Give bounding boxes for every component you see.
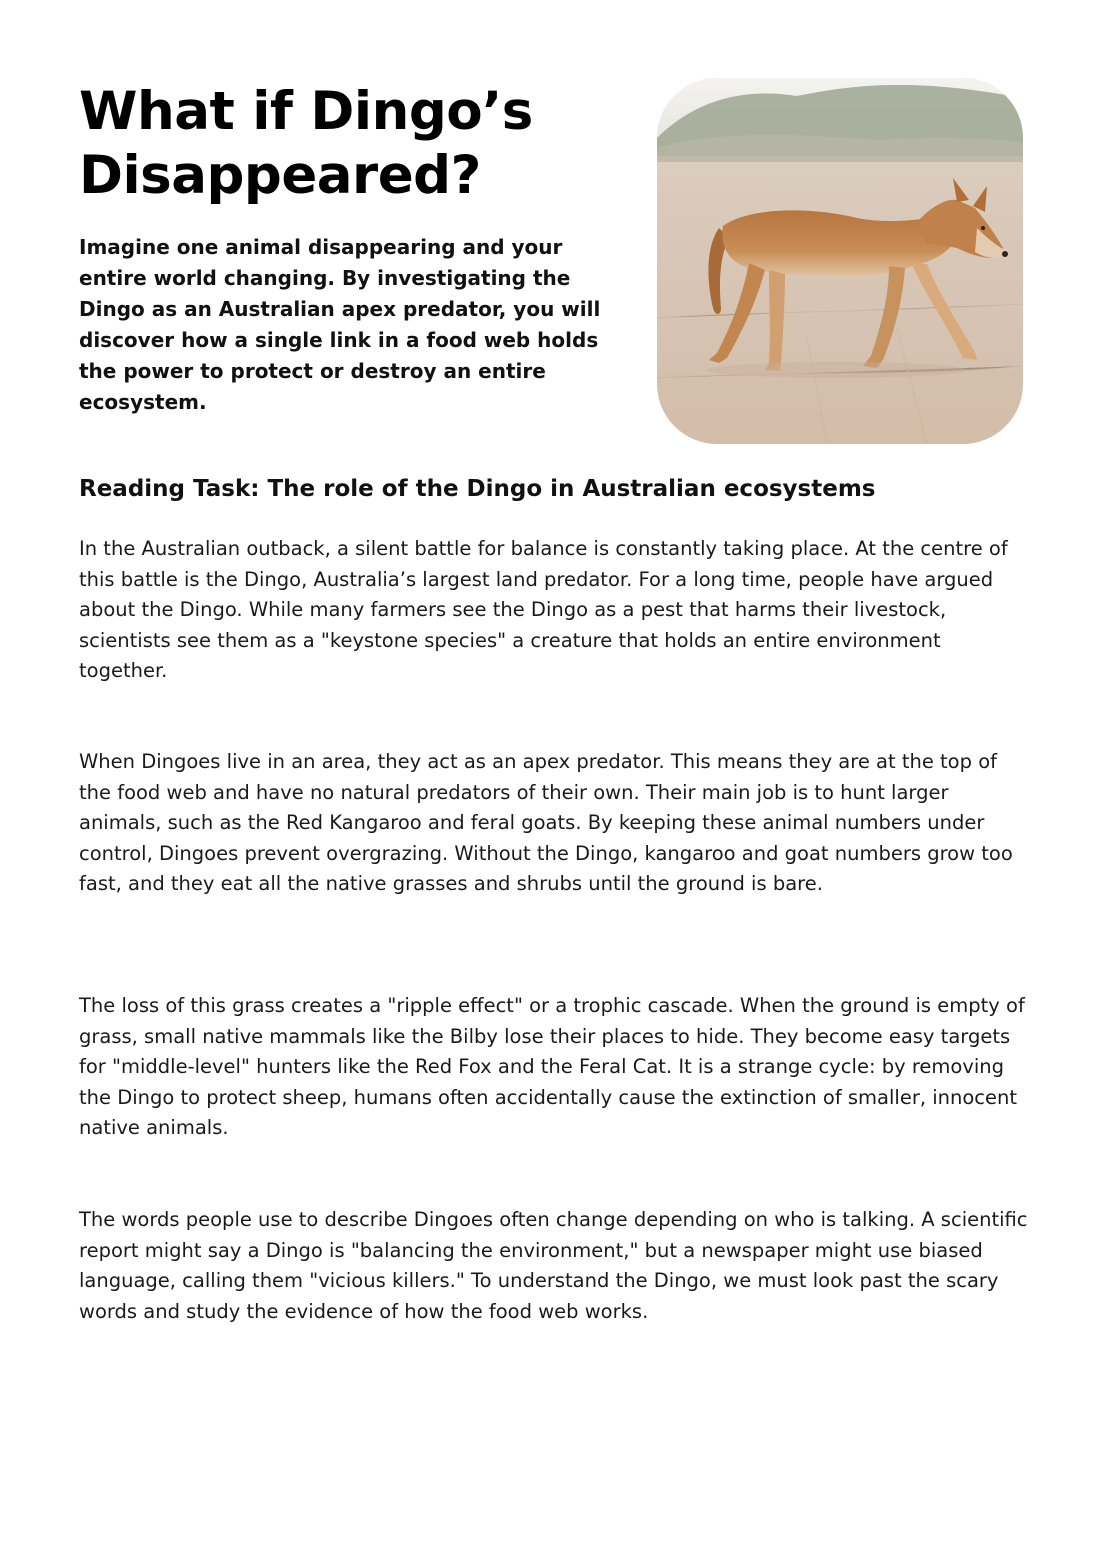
paragraph-3: The loss of this grass creates a "ripple effect" or a trophic cascade. When the ground is empty of grass, small native mammals like the Bilby lose their places to hide. They become easy targets for "middle-level" hunters like the Red Fox and the Feral Cat. It is a strange cycle: by removing the Dingo to protect sheep, humans often accidentally cause the extinction of smaller, innocent native animals. [79, 994, 1025, 1139]
dingo-photo [657, 78, 1023, 444]
paragraph-4: The words people use to describe Dingoes often change depending on who is talking. A scientific report might say a Dingo is "balancing the environment," but a newspaper might use biased language, calling them "vicious killers." To understand the Dingo, we must look past the scary words and study the evidence of how the food web works. [79, 1208, 1028, 1323]
reading-task-heading: Reading Task: The role of the Dingo in Australian ecosystems [79, 476, 876, 502]
intro-text: Imagine one animal disappearing and your entire world changing. By investigating the Dingo as an Australian apex predator, you will discover how a single link in a food web holds the power to protect or destroy an entire ecosystem. [79, 235, 601, 414]
paragraph-2: When Dingoes live in an area, they act as an apex predator. This means they are at the top of the food web and have no natural predators of their own. Their main job is to hunt larger animals, such as the Red Kangaroo and feral goats. By keeping these animal numbers under control, Dingoes prevent overgrazing. Without the Dingo, kangaroo and goat numbers grow too fast, and they eat all the native grasses and shrubs until the ground is bare. [79, 750, 1013, 895]
page-title: What if Dingo’s Disappeared? [79, 81, 533, 206]
paragraph-1: In the Australian outback, a silent battle for balance is constantly taking place. At the centre of this battle is the Dingo, Australia’s largest land predator. For a long time, people have argued about the Dingo. While many farmers see the Dingo as a pest that harms their livestock, scientists see them as a "keystone species" a creature that holds an entire environment together. [79, 537, 1008, 682]
